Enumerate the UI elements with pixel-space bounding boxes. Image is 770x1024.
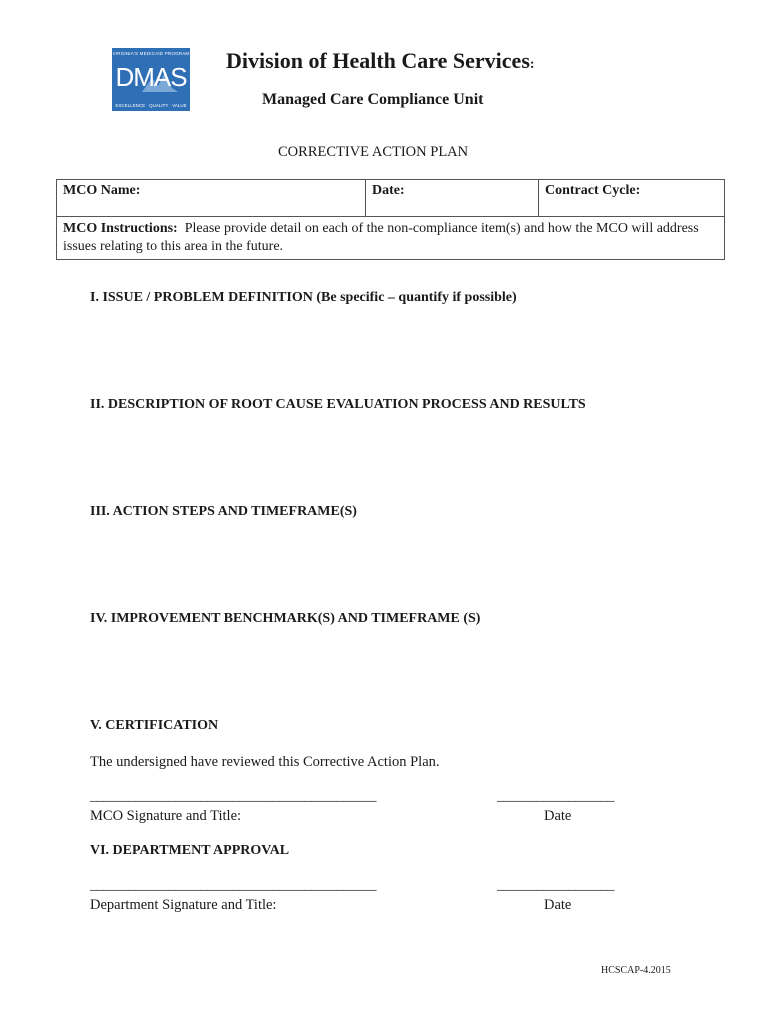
instructions-text: Please provide detail on each of the non-compliance item(s) and how the MCO will address issues relating to this area in the future. xyxy=(63,221,699,254)
instructions-label: MCO Instructions: xyxy=(63,221,178,236)
mco-date-label: Date xyxy=(544,808,572,824)
certification-statement: The undersigned have reviewed this Corrective Action Plan. xyxy=(90,754,440,770)
title-colon: : xyxy=(529,57,535,72)
form-code: HCSCAP-4.2015 xyxy=(601,965,671,976)
section-issue-definition: I. ISSUE / PROBLEM DEFINITION (Be specific – quantify if possible) xyxy=(90,290,517,305)
section-root-cause: II. DESCRIPTION OF ROOT CAUSE EVALUATION PROCESS AND RESULTS xyxy=(90,397,586,412)
document-title-text: Division of Health Care Services xyxy=(226,48,530,73)
logo-top-text: VIRGINIA'S MEDICAID PROGRAM xyxy=(112,51,190,56)
department-date-line[interactable]: __________________ xyxy=(497,878,614,893)
department-signature-line[interactable]: ____________________________________________ xyxy=(90,878,376,893)
mco-name-label: MCO Name: xyxy=(63,183,141,198)
department-signature-label: Department Signature and Title: xyxy=(90,897,277,913)
section-improvement-benchmarks: IV. IMPROVEMENT BENCHMARK(S) AND TIMEFRAME (S) xyxy=(90,611,481,626)
mco-date-line[interactable]: __________________ xyxy=(497,789,614,804)
contract-cycle-field[interactable] xyxy=(539,180,725,217)
logo-mark: DMAS xyxy=(115,62,187,92)
dmas-logo xyxy=(112,48,190,111)
logo-bottom-text: EXCELLENCE · QUALITY · VALUE xyxy=(115,103,187,108)
mco-signature-label: MCO Signature and Title: xyxy=(90,808,242,824)
date-label: Date: xyxy=(372,183,405,198)
mco-name-field[interactable] xyxy=(57,180,366,217)
document-title xyxy=(226,48,535,74)
section-department-approval: VI. DEPARTMENT APPROVAL xyxy=(90,843,290,858)
section-certification: V. CERTIFICATION xyxy=(90,718,219,733)
info-table xyxy=(56,179,725,260)
document-subtitle: Managed Care Compliance Unit xyxy=(262,91,484,108)
date-field[interactable] xyxy=(366,180,539,217)
contract-cycle-label: Contract Cycle: xyxy=(545,183,641,198)
instructions-cell xyxy=(57,217,725,260)
department-date-label: Date xyxy=(544,897,572,913)
section-action-steps: III. ACTION STEPS AND TIMEFRAME(S) xyxy=(90,504,357,519)
plan-title: CORRECTIVE ACTION PLAN xyxy=(278,144,469,160)
mco-signature-line[interactable]: ____________________________________________ xyxy=(90,789,376,804)
